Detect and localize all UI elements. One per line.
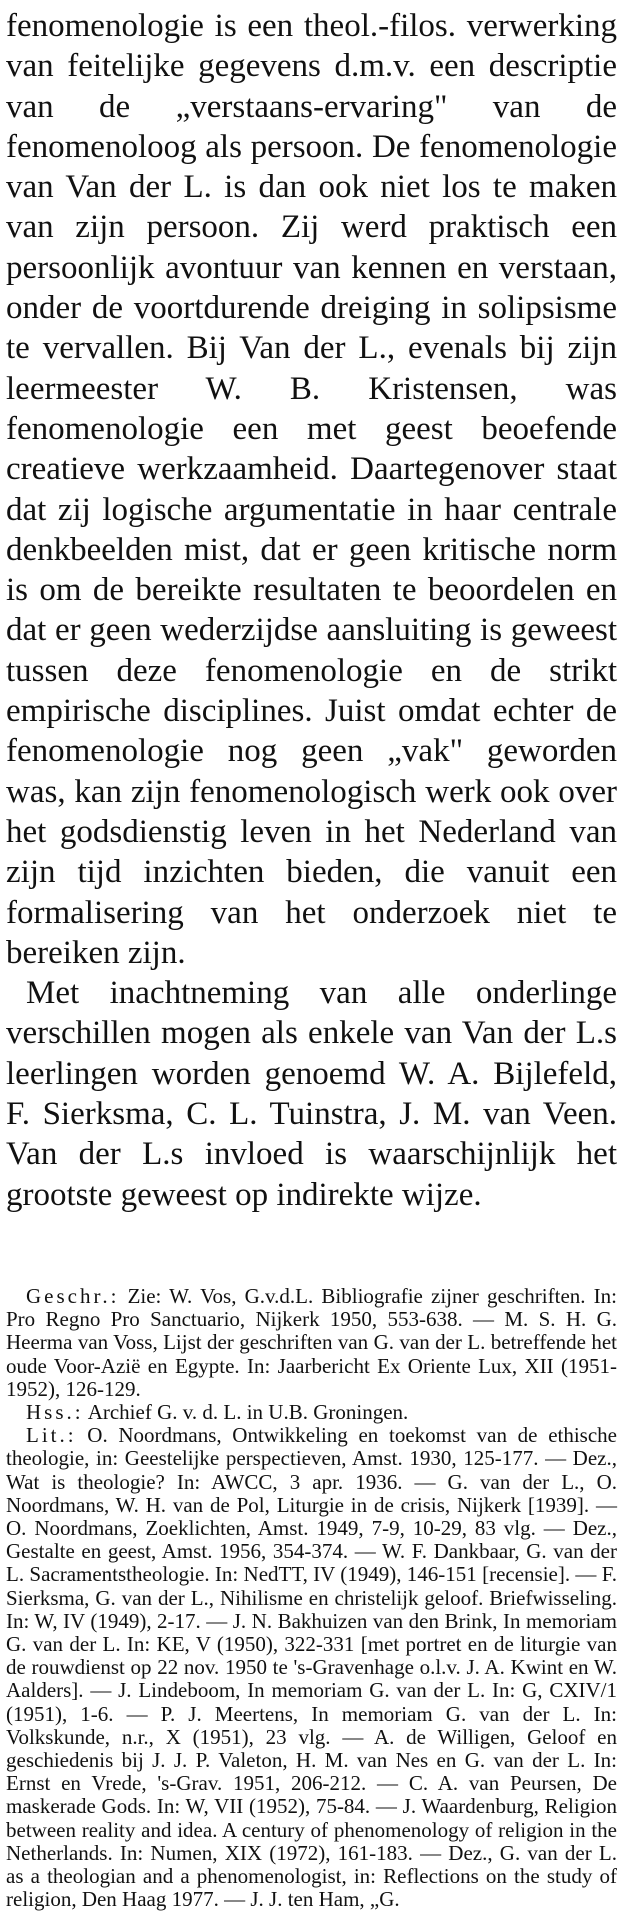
- manuscripts-label: Hss.:: [26, 1399, 84, 1424]
- literature-text: O. Noordmans, Ontwikkeling en toekomst van de ethische theologie, in: Geestelijke perspectieven, Amst. 1930, 125-177. — Dez., Wat is theologie? In: AWCC, 3 apr. 1936. — G. van der L., O. Noordmans, W. H. van de Pol, Liturgie in de crisis, Nijkerk [1939]. — O. Noordmans, Zoeklichten, Amst. 1949, 7-9, 10-29, 83 vlg. — Dez., Gestalte en geest, Amst. 1956, 354-374. — W. F. Dankbaar, G. van der L. Sacramentstheologie. In: NedTT, IV (1949), 146-151 [recensie]. — F. Sierksma, G. van der L., Nihilisme en christelijk geloof. Briefwisseling. In: W, IV (1949), 2-17. — J. N. Bakhuizen van den Brink, In memoriam G. van der L. In: KE, V (1950), 322-331 [met portret en de liturgie van de rouwdienst op 22 nov. 1950 te 's-Gravenhage o.l.v. J. A. Kwint en W. Aalders]. — J. Lindeboom, In memoriam G. van der L. In: G, CXIV/1 (1951), 1-6. — P. J. Meertens, In memoriam G. van der L. In: Volkskunde, n.r., X (1951), 23 vlg. — A. de Willigen, Geloof en geschiedenis bij J. J. P. Valeton, H. M. van Nes en G. van der L. In: Ernst en Vrede, 's-Grav. 1951, 206-212. — C. A. van Peursen, De maskerade Gods. In: W, VII (1952), 75-84. — J. Waardenburg, Religion between reality and idea. A century of phenomenology of religion in the Netherlands. In: Numen, XIX (1972), 161-183. — Dez., G. van der L. as a theologian and a phenomenologist, in: Reflections on the study of religion, Den Haag 1977. — J. J. ten Ham, „G.: [6, 1423, 617, 1911]
- writings-label: Geschr.:: [26, 1283, 120, 1308]
- manuscripts-text: Archief G. v. d. L. in U.B. Groningen.: [87, 1399, 409, 1424]
- bibliography: [6, 1285, 617, 1911]
- paragraph-2: Met inachtneming van alle onderlinge verschillen mogen als enkele van Van der L.s leerlingen worden genoemd W. A. Bijlefeld, F. Sierksma, C. L. Tuinstra, J. M. van Veen. Van der L.s invloed is waarschijnlijk het grootste geweest op indirekte wijze.: [6, 975, 617, 1213]
- bibliography-writings: [6, 1285, 617, 1401]
- writings-text: Zie: W. Vos, G.v.d.L. Bibliografie zijner geschriften. In: Pro Regno Pro Sanctuario, Nijkerk 1950, 553-638. — M. S. H. G. Heerma van Voss, Lijst der geschriften van G. van der L. betreffende het oude Voor-Azië en Egypte. In: Jaarbericht Ex Oriente Lux, XII (1951-1952), 126-129.: [6, 1283, 617, 1401]
- bibliography-literature: [6, 1424, 617, 1911]
- paragraph-1: fenomenologie is een theol.-filos. verwerking van feitelijke gegevens d.m.v. een descriptie van de „verstaans-ervaring" van de fenomenoloog als persoon. De fenomenologie van Van der L. is dan ook niet los te maken van zijn persoon. Zij werd praktisch een persoonlijk avontuur van kennen en verstaan, onder de voortdurende dreiging in solipsisme te vervallen. Bij Van der L., evenals bij zijn leermeester W. B. Kristensen, was fenomenologie een met geest beoefende creatieve werkzaamheid. Daartegenover staat dat zij logische argumentatie in haar centrale denkbeelden mist, dat er geen kritische norm is om de bereikte resultaten te beoordelen en dat er geen wederzijdse aansluiting is geweest tussen deze fenomenologie en de strikt empirische disciplines. Juist omdat echter de fenomenologie nog geen „vak" geworden was, kan zijn fenomenologisch werk ook over het godsdienstig leven in het Nederland van zijn tijd inzichten bieden, die vanuit een formalisering van het onderzoek niet te bereiken zijn.: [6, 8, 617, 971]
- bibliography-manuscripts: [6, 1401, 617, 1424]
- literature-label: Lit.:: [26, 1423, 77, 1448]
- main-text: [6, 6, 617, 1215]
